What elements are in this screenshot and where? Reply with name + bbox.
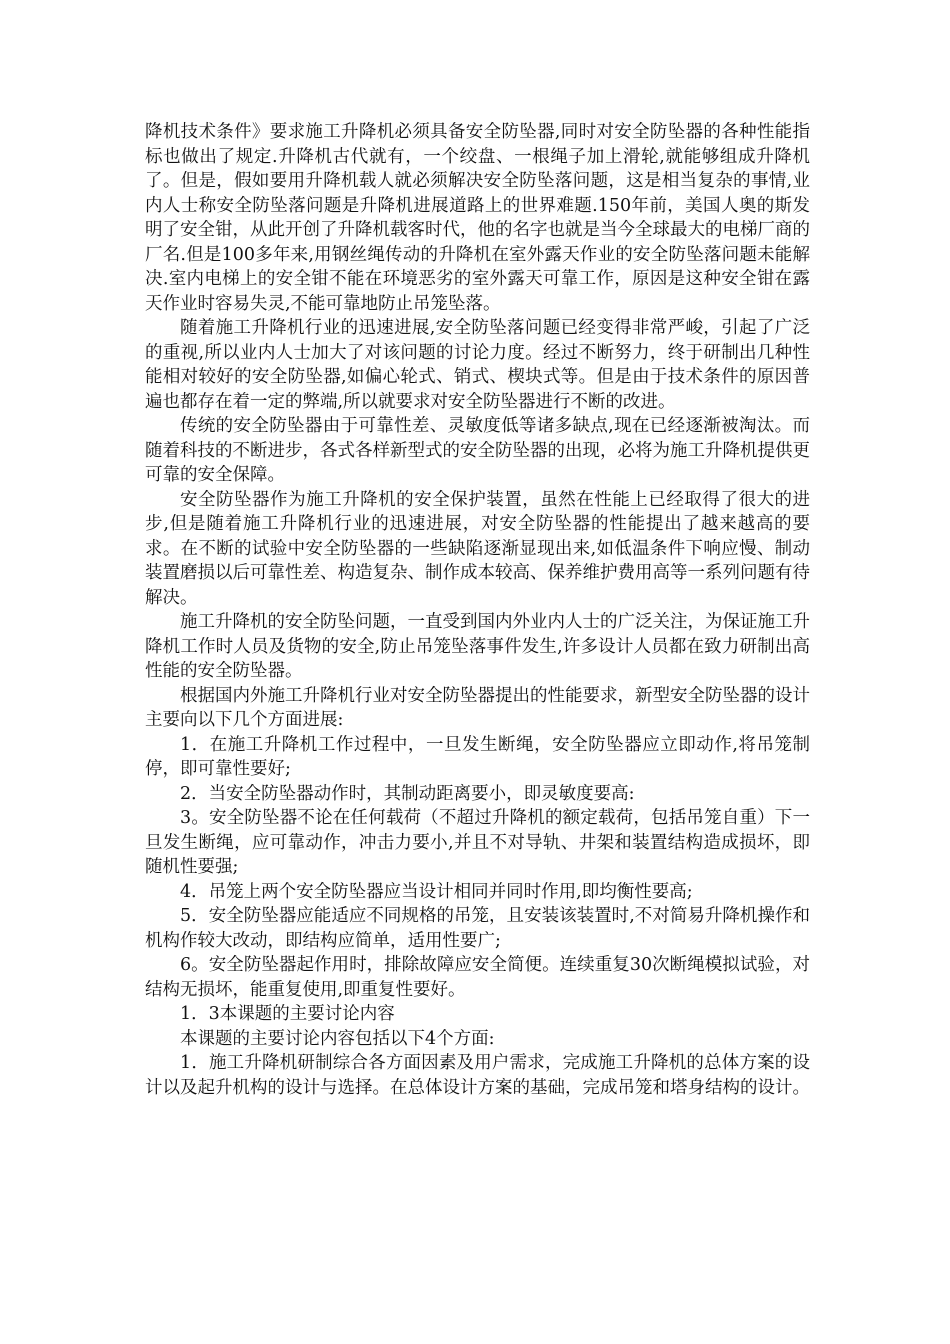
list-item-balance: 4．吊笼上两个安全防坠器应当设计相同并同时作用,即均衡性要高; [180,881,693,902]
paragraph-research-focus: 施工升降机的安全防坠问题，一直受到国内外业内人士的广泛关注，为保证施工升降机工作时人员及货物的安全,防止吊笼坠落事件发生,许多设计人员都在致力研制出高性能的安全防坠器。 [145,612,810,681]
paragraph-industry-progress: 随着施工升降机行业的迅速进展,安全防坠落问题已经变得非常严峻，引起了广泛的重视,所以业内人士加大了对该问题的讨论力度。经过不断努力，终于研制出几种性能相对较好的安全防坠器,如偏心轮式、销式、楔块式等。但是由于技术条件的原因普遍也都存在着一定的弊端,所以就要求对安全防坠器进行不断的改进。 [145,318,810,412]
list-item-repeatability: 6。安全防坠器起作用时，排除故障应安全简便。连续重复30次断绳模拟试验，对结构无损坏，能重复使用,即重复性要好。 [145,955,810,1000]
list-item-reliability: 1．在施工升降机工作过程中，一旦发生断绳，安全防坠器应立即动作,将吊笼制停，即可靠性要好; [145,734,810,779]
paragraph-requirements-intro: 根据国内外施工升降机行业对安全防坠器提出的性能要求，新型安全防坠器的设计主要向以下几个方面进展: [145,685,810,730]
list-item-topic-1: 1．施工升降机研制综合各方面因素及用户需求，完成施工升降机的总体方案的设计以及起升机构的设计与选择。在总体设计方案的基础，完成吊笼和塔身结构的设计。 [145,1053,810,1098]
section-heading-1-3: 1．3本课题的主要讨论内容 [180,1004,395,1024]
document-body [145,120,810,1100]
paragraph-topics-intro: 本课题的主要讨论内容包括以下4个方面: [180,1028,495,1049]
paragraph-device-defects: 安全防坠器作为施工升降机的安全保护装置，虽然在性能上已经取得了很大的进步,但是随着施工升降机行业的迅速进展，对安全防坠器的性能提出了越来越高的要求。在不断的试验中安全防坠器的一些缺陷逐渐显现出来,如低温条件下响应慢、制动装置磨损以后可靠性差、构造复杂、制作成本较高、保养维护费用高等一系列问题有待解决。 [145,489,810,608]
paragraph-traditional-devices: 传统的安全防坠器由于可靠性差、灵敏度低等诸多缺点,现在已经逐渐被淘汰。而随着科技的不断进步，各式各样新型式的安全防坠器的出现，必将为施工升降机提供更可靠的安全保障。 [145,416,810,485]
paragraph-continued-intro: 降机技术条件》要求施工升降机必须具备安全防坠器,同时对安全防坠器的各种性能指标也做出了规定.升降机古代就有，一个绞盘、一根绳子加上滑轮,就能够组成升降机了。但是，假如要用升降机载人就必须解决安全防坠落问题，这是相当复杂的事情,业内人士称安全防坠落问题是升降机进展道路上的世界难题.150年前，美国人奥的斯发明了安全钳，从此开创了升降机载客时代，他的名字也就是当今全球最大的电梯厂商的厂名.但是100多年来,用钢丝绳传动的升降机在室外露天作业的安全防坠落问题未能解决.室内电梯上的安全钳不能在环境恶劣的室外露天可靠工作，原因是这种安全钳在露天作业时容易失灵,不能可靠地防止吊笼坠落。 [145,122,810,314]
list-item-applicability: 5．安全防坠器应能适应不同规格的吊笼，且安装该装置时,不对简易升降机操作和机构作较大改动，即结构应简单，适用性要广; [145,906,810,951]
list-item-sensitivity: 2．当安全防坠器动作时，其制动距离要小，即灵敏度要高: [180,783,635,804]
list-item-randomness: 3。安全防坠器不论在任何载荷（不超过升降机的额定载荷，包括吊笼自重）下一旦发生断绳，应可靠动作，冲击力要小,并且不对导轨、井架和装置结构造成损坏，即随机性要强; [145,808,810,877]
